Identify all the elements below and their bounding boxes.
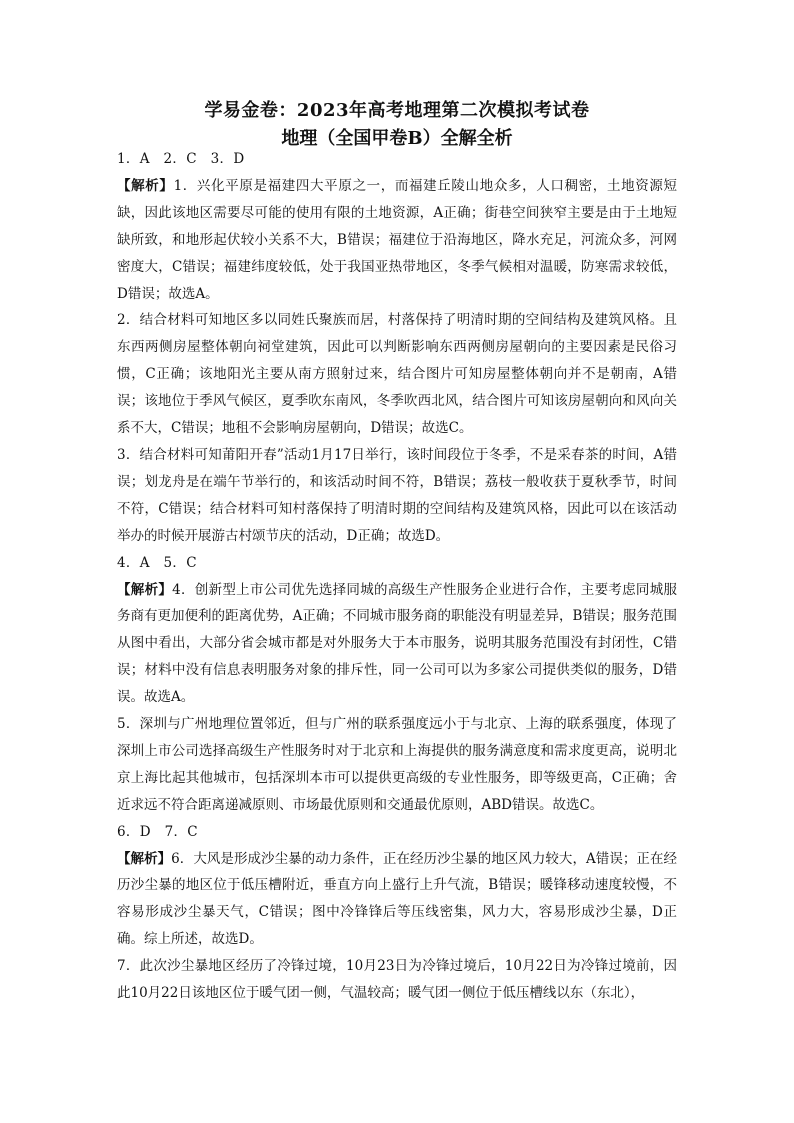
explanation-paragraph <box>117 173 677 308</box>
explanation-text: 6．大风是形成沙尘暴的动力条件，正在经历沙尘暴的地区风力较大，A错误；正在经历沙尘暴的地区位于低压槽附近，垂直方向上盛行上升气流，B错误；暖锋移动速度较慢，不容易形成沙尘暴天气，C错误；图中冷锋锋后等压线密集，风力大，容易形成沙尘暴，D正确。综上所述，故选D。 <box>117 850 678 948</box>
answer-key-1-3: 1．A 2．C 3．D <box>117 151 245 167</box>
explanation-text: 1．兴化平原是福建四大平原之一，而福建丘陵山地众多，人口稠密，土地资源短缺，因此该地区需要尽可能的使用有限的土地资源，A正确；街巷空间狭窄主要是由于土地短缺所致，和地形起伏较小关系不大，B错误；福建位于沿海地区，降水充足，河流众多，河网密度大，C错误；福建纬度较低，处于我国亚热带地区，冬季气候相对温暖，防寒需求较低，D错误；故选A。 <box>117 177 678 302</box>
analysis-tag: 【解析】 <box>117 177 174 194</box>
document-title: 学易金卷：2023年高考地理第二次模拟考试卷 <box>204 100 590 121</box>
analysis-tag: 【解析】 <box>117 850 172 867</box>
explanation-paragraph <box>117 577 677 712</box>
explanation-paragraph: 3．结合材料可知莆阳开春”活动1月17日举行，该时间段位于冬季，不是采春茶的时间，A错误；划龙舟是在端午节举行的，和该活动时间不符，B错误；荔枝一般收获于夏秋季节，时间不符，C错误；结合材料可知村落保持了明清时期的空间结构及建筑风格，因此可以在该活动举办的时候开展游古村颂节庆的活动，D正确；故选D。 <box>117 446 677 544</box>
explanation-text: 4．创新型上市公司优先选择同城的高级生产性服务企业进行合作，主要考虑同城服务商有更加便利的距离优势，A正确；不同城市服务商的职能没有明显差异，B错误；服务范围从图中看出，大部分省会城市都是对外服务大于本市服务，说明其服务范围没有封闭性，C错误；材料中没有信息表明服务对象的排斥性，同一公司可以为多家公司提供类似的服务，D错误。故选A。 <box>117 581 677 706</box>
explanation-paragraph: 7．此次沙尘暴地区经历了冷锋过境，10月23日为冷锋过境后，10月22日为冷锋过境前，因此10月22日该地区位于暖气团一侧，气温较高；暖气团一侧位于低压槽线以东（东北）， <box>117 958 677 1002</box>
explanation-paragraph <box>117 846 677 954</box>
analysis-tag: 【解析】 <box>117 581 173 598</box>
explanation-paragraph: 2．结合材料可知地区多以同姓氏聚族而居，村落保持了明清时期的空间结构及建筑风格。且东西两侧房屋整体朝向祠堂建筑，因此可以判断影响东西两侧房屋朝向的主要因素是民俗习惯，C正确；该地阳光主要从南方照射过来，结合图片可知房屋整体朝向并不是朝南，A错误；该地位于季风气候区，夏季吹东南风，冬季吹西北风，结合图片可知该房屋朝向和风向关系不大，C错误；地租不会影响房屋朝向，D错误；故选C。 <box>117 312 677 437</box>
answer-key-6-7: 6．D 7．C <box>117 823 198 840</box>
answer-key-4-5: 4．A 5．C <box>117 554 197 571</box>
answer-explanations <box>117 146 677 1007</box>
explanation-paragraph: 5．深圳与广州地理位置邻近，但与广州的联系强度远小于与北京、上海的联系强度，体现了深圳上市公司选择高级生产性服务时对于北京和上海提供的服务满意度和需求度更高，说明北京上海比起其他城市，包括深圳本市可以提供更高级的专业性服务，即等级更高，C正确；舍近求远不符合距离递减原则、市场最优原则和交通最优原则，ABD错误。故选C。 <box>117 716 677 813</box>
document-subtitle: 地理（全国甲卷B）全解全析 <box>281 128 513 149</box>
